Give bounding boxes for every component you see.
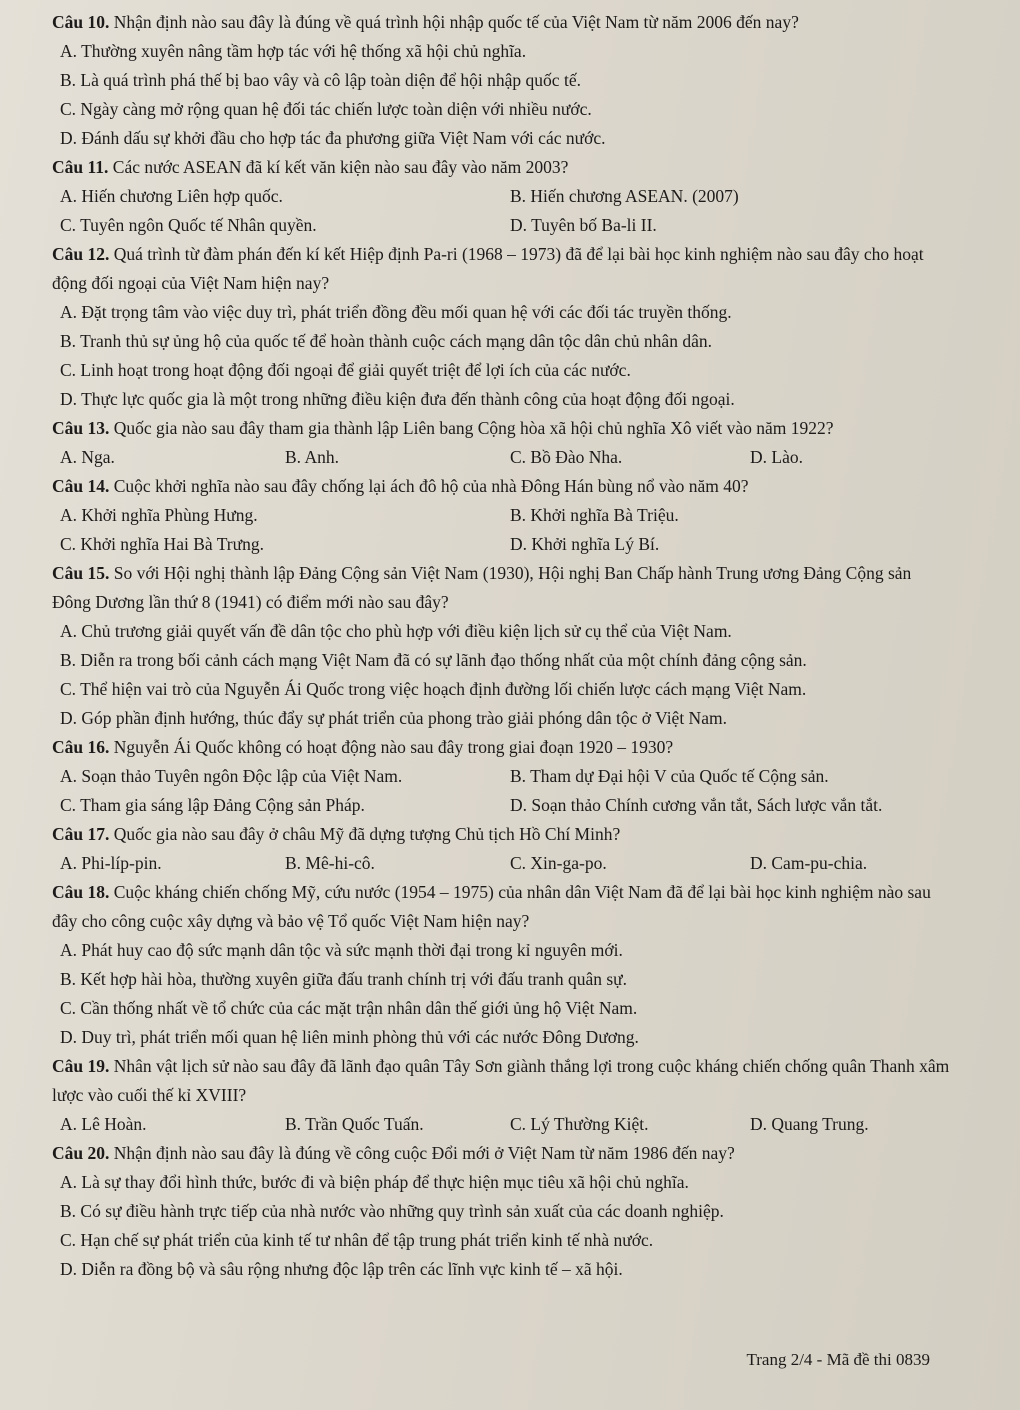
question-text: Nguyễn Ái Quốc không có hoạt động nào sau đây trong giai đoạn 1920 – 1930? <box>113 737 674 757</box>
answer-option: B. Kết hợp hài hòa, thường xuyên giữa đấu tranh chính trị với đấu tranh quân sự. <box>60 969 628 989</box>
answer-option: B. Có sự điều hành trực tiếp của nhà nước vào những quy trình sản xuất của các doanh nghiệp. <box>60 1201 724 1221</box>
options-grid <box>60 1110 950 1139</box>
question-number: Câu 10. <box>52 12 110 32</box>
answer-option: B. Hiến chương ASEAN. (2007) <box>510 186 739 206</box>
question-text: Nhận định nào sau đây là đúng về công cuộc Đổi mới ở Việt Nam từ năm 1986 đến nay? <box>113 1143 735 1163</box>
answer-option: A. Soạn thảo Tuyên ngôn Độc lập của Việt Nam. <box>60 766 403 786</box>
answer-option: C. Thể hiện vai trò của Nguyễn Ái Quốc trong việc hoạch định đường lối chiến lược cách mạng Việt Nam. <box>60 679 807 699</box>
answer-option: B. Tranh thủ sự ủng hộ của quốc tế để hoàn thành cuộc cách mạng dân tộc dân chủ nhân dân. <box>60 331 712 351</box>
options-grid <box>60 849 950 878</box>
question-stem <box>52 878 950 936</box>
answer-option: A. Hiến chương Liên hợp quốc. <box>60 186 283 206</box>
question-11 <box>52 153 950 240</box>
answer-option: D. Soạn thảo Chính cương vắn tắt, Sách lược vắn tắt. <box>510 795 883 815</box>
question-14 <box>52 472 950 559</box>
question-text: Quốc gia nào sau đây ở châu Mỹ đã dựng tượng Chủ tịch Hồ Chí Minh? <box>113 824 621 844</box>
answer-option: A. Lê Hoàn. <box>60 1114 147 1134</box>
question-number: Câu 11. <box>52 157 109 177</box>
answer-option: A. Là sự thay đổi hình thức, bước đi và biện pháp để thực hiện mục tiêu xã hội chủ nghĩa. <box>60 1172 689 1192</box>
answer-option: A. Nga. <box>60 447 115 467</box>
question-number: Câu 15. <box>52 563 110 583</box>
question-number: Câu 17. <box>52 824 110 844</box>
question-text: Quá trình từ đàm phán đến kí kết Hiệp định Pa-ri (1968 – 1973) đã để lại bài học kinh nghiệm nào sau đây cho hoạt động đối ngoại của Việt Nam hiện nay? <box>52 244 924 293</box>
answer-option: A. Phi-líp-pin. <box>60 853 162 873</box>
question-number: Câu 12. <box>52 244 110 264</box>
question-number: Câu 13. <box>52 418 110 438</box>
question-text: Các nước ASEAN đã kí kết văn kiện nào sau đây vào năm 2003? <box>112 157 569 177</box>
question-10 <box>52 8 950 153</box>
answer-option: B. Anh. <box>285 447 339 467</box>
question-12 <box>52 240 950 414</box>
answer-option: B. Trần Quốc Tuấn. <box>285 1114 424 1134</box>
question-number: Câu 18. <box>52 882 110 902</box>
question-stem <box>52 1052 950 1110</box>
question-16 <box>52 733 950 820</box>
question-stem <box>52 240 950 298</box>
question-text: Quốc gia nào sau đây tham gia thành lập Liên bang Cộng hòa xã hội chủ nghĩa Xô viết vào năm 1922? <box>113 418 834 438</box>
answer-option: B. Diễn ra trong bối cảnh cách mạng Việt Nam đã có sự lãnh đạo thống nhất của một chính đảng cộng sản. <box>60 650 807 670</box>
answer-option: D. Cam-pu-chia. <box>750 853 868 873</box>
answer-option: C. Xin-ga-po. <box>510 853 607 873</box>
answer-option: C. Linh hoạt trong hoạt động đối ngoại để giải quyết triệt để lợi ích của các nước. <box>60 360 631 380</box>
answer-option: D. Duy trì, phát triển mối quan hệ liên minh phòng thủ với các nước Đông Dương. <box>60 1027 639 1047</box>
answer-option: C. Lý Thường Kiệt. <box>510 1114 649 1134</box>
answer-option: D. Tuyên bố Ba-li II. <box>510 215 657 235</box>
question-stem <box>52 820 950 849</box>
question-text: Nhận định nào sau đây là đúng về quá trình hội nhập quốc tế của Việt Nam từ năm 2006 đến nay? <box>113 12 799 32</box>
question-text: Cuộc kháng chiến chống Mỹ, cứu nước (1954 – 1975) của nhân dân Việt Nam đã để lại bài học kinh nghiệm nào sau đây cho công cuộc xây dựng và bảo vệ Tổ quốc Việt Nam hiện nay? <box>52 882 931 931</box>
question-15 <box>52 559 950 733</box>
answer-option: A. Phát huy cao độ sức mạnh dân tộc và sức mạnh thời đại trong kỉ nguyên mới. <box>60 940 623 960</box>
answer-option: B. Khởi nghĩa Bà Triệu. <box>510 505 679 525</box>
question-stem <box>52 414 950 443</box>
question-18 <box>52 878 950 1052</box>
options-grid <box>60 443 950 472</box>
answer-option: B. Mê-hi-cô. <box>285 853 375 873</box>
answer-option: D. Thực lực quốc gia là một trong những điều kiện đưa đến thành công của hoạt động đối ngoại. <box>60 389 735 409</box>
answer-option: C. Ngày càng mở rộng quan hệ đối tác chiến lược toàn diện với nhiều nước. <box>60 99 592 119</box>
answer-option: A. Khởi nghĩa Phùng Hưng. <box>60 505 258 525</box>
answer-option: D. Lào. <box>750 447 803 467</box>
question-number: Câu 19. <box>52 1056 110 1076</box>
answer-option: C. Khởi nghĩa Hai Bà Trưng. <box>60 534 264 554</box>
answer-option: D. Khởi nghĩa Lý Bí. <box>510 534 660 554</box>
answer-option: D. Đánh dấu sự khởi đầu cho hợp tác đa phương giữa Việt Nam với các nước. <box>60 128 606 148</box>
question-number: Câu 20. <box>52 1143 110 1163</box>
question-list <box>52 8 950 1284</box>
question-stem <box>52 733 950 762</box>
answer-option: D. Diễn ra đồng bộ và sâu rộng nhưng độc lập trên các lĩnh vực kinh tế – xã hội. <box>60 1259 623 1279</box>
answer-option: A. Thường xuyên nâng tầm hợp tác với hệ thống xã hội chủ nghĩa. <box>60 41 527 61</box>
question-17 <box>52 820 950 878</box>
answer-option: D. Quang Trung. <box>750 1114 869 1134</box>
answer-option: C. Tuyên ngôn Quốc tế Nhân quyền. <box>60 215 317 235</box>
answer-option: B. Tham dự Đại hội V của Quốc tế Cộng sản. <box>510 766 829 786</box>
answer-option: C. Bồ Đào Nha. <box>510 447 623 467</box>
answer-option: C. Hạn chế sự phát triển của kinh tế tư nhân để tập trung phát triển kinh tế nhà nước. <box>60 1230 654 1250</box>
question-stem <box>52 1139 950 1168</box>
page-footer: Trang 2/4 - Mã đề thi 0839 <box>746 1350 930 1369</box>
answer-option: C. Cần thống nhất về tổ chức của các mặt trận nhân dân thế giới ủng hộ Việt Nam. <box>60 998 638 1018</box>
options-grid <box>60 182 950 240</box>
question-20 <box>52 1139 950 1284</box>
question-text: So với Hội nghị thành lập Đảng Cộng sản Việt Nam (1930), Hội nghị Ban Chấp hành Trung ương Đảng Cộng sản Đông Dương lần thứ 8 (1941) có điểm mới nào sau đây? <box>52 563 912 612</box>
answer-option: A. Đặt trọng tâm vào việc duy trì, phát triển đồng đều mối quan hệ với các đối tác truyền thống. <box>60 302 732 322</box>
question-number: Câu 14. <box>52 476 110 496</box>
answer-option: B. Là quá trình phá thế bị bao vây và cô lập toàn diện để hội nhập quốc tế. <box>60 70 581 90</box>
options-grid <box>60 501 950 559</box>
question-stem <box>52 472 950 501</box>
question-text: Nhân vật lịch sử nào sau đây đã lãnh đạo quân Tây Sơn giành thắng lợi trong cuộc kháng chiến chống quân Thanh xâm lược vào cuối thế kỉ XVIII? <box>52 1056 950 1105</box>
question-stem <box>52 559 950 617</box>
question-number: Câu 16. <box>52 737 110 757</box>
question-stem <box>52 8 950 37</box>
answer-option: C. Tham gia sáng lập Đảng Cộng sản Pháp. <box>60 795 365 815</box>
question-13 <box>52 414 950 472</box>
answer-option: D. Góp phần định hướng, thúc đẩy sự phát triển của phong trào giải phóng dân tộc ở Việt Nam. <box>60 708 727 728</box>
question-19 <box>52 1052 950 1139</box>
question-text: Cuộc khởi nghĩa nào sau đây chống lại ách đô hộ của nhà Đông Hán bùng nổ vào năm 40? <box>113 476 749 496</box>
question-stem <box>52 153 950 182</box>
answer-option: A. Chủ trương giải quyết vấn đề dân tộc cho phù hợp với điều kiện lịch sử cụ thể của Việt Nam. <box>60 621 732 641</box>
options-grid <box>60 762 950 820</box>
